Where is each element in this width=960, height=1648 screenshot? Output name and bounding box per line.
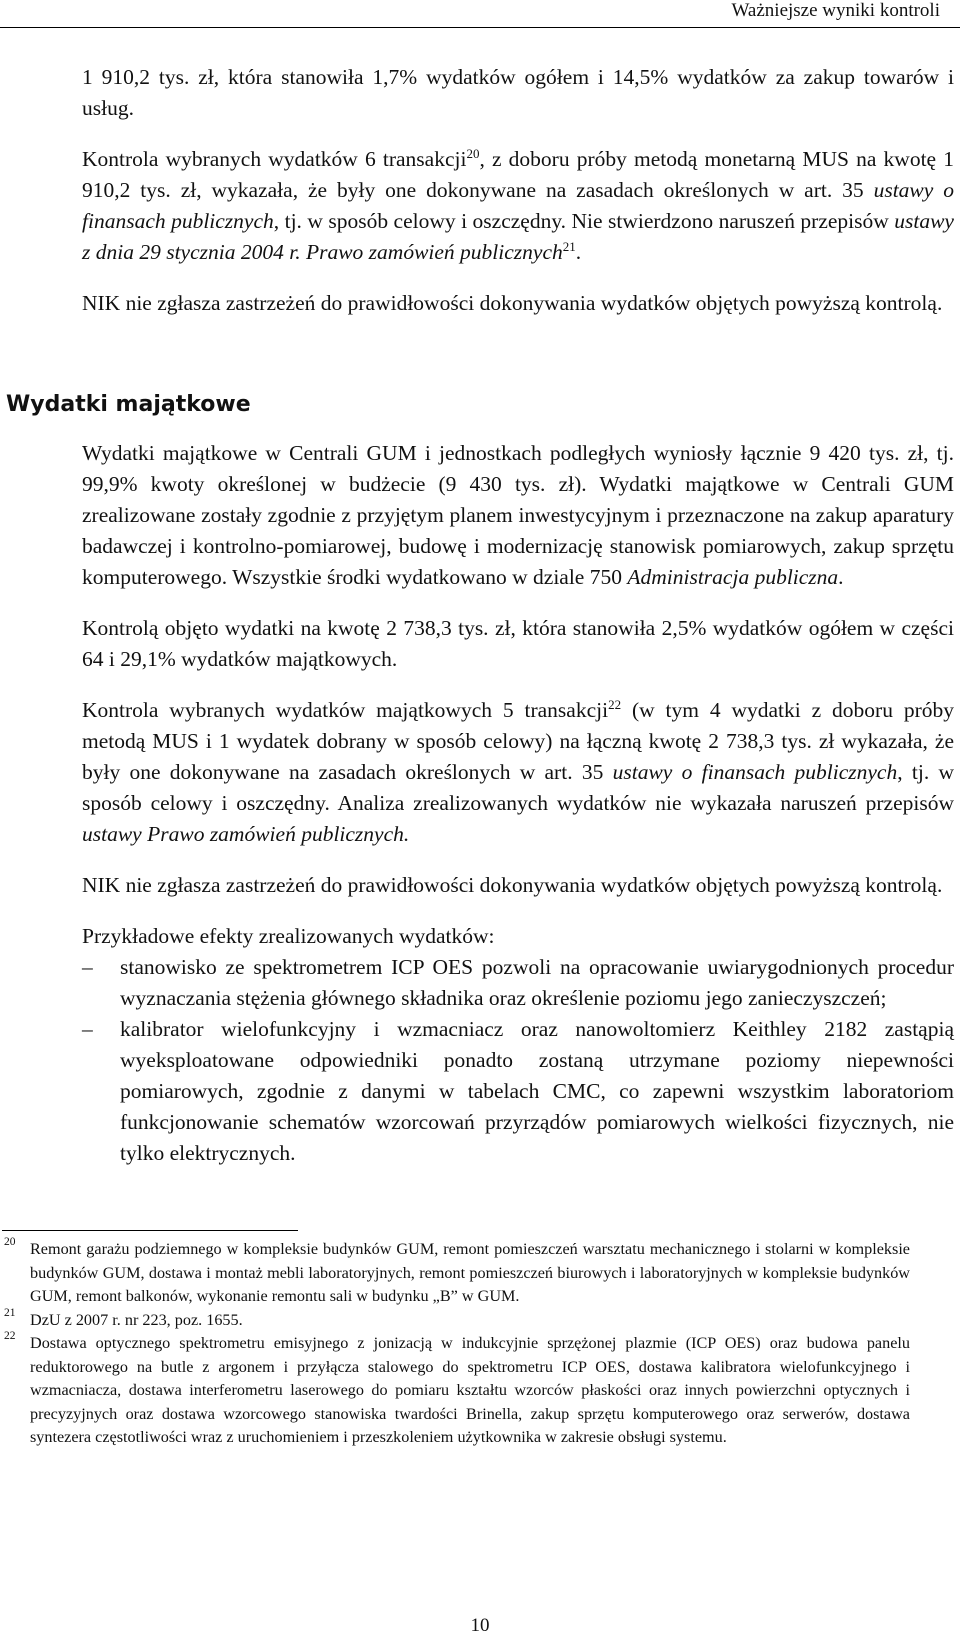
list-item: – kalibrator wielofunkcyjny i wzmacniacz oraz nanowoltomierz Keithley 2182 zastąpią wyeksploatowane odpowiedniki ponadto zostaną utrzymane poziomy niepewności pomiarowych, zgodnie z danymi w tabelach CMC, co zapewni wszystkim laboratoriom funkcjonowanie schematów wzorcowań przyrządów pomiarowych wielkości fizycznych, nie tylko elektrycznych. — [82, 1014, 954, 1169]
section-expenses-text — [82, 62, 954, 339]
act-title-public-finance: ustawy o finansach publicznych — [612, 760, 898, 784]
paragraph-effects-intro: Przykładowe efekty zrealizowanych wydatków: — [82, 924, 495, 948]
paragraph-control-results: Kontrola wybranych wydatków majątkowych 5 transakcji$^{22}$ (w tym 4 wydatki z doboru próby metodą MUS i 1 wydatek dobrany w sposób celowy) na łączną kwotę 2 738,3 tys. zł wykazała, że były one dokonywane na zasadach określonych w art. 35 ustawy o finansach publicznych, tj. w sposób celowy i oszczędny. Analiza zrealizowanych wydatków nie wykazała naruszeń przepisów ustawy Prawo zamówień publicznych. — [82, 696, 955, 846]
section-capital-expenditures-text — [82, 438, 954, 1169]
act-title-public-procurement: ustawy z dnia 29 stycznia 2004 r. Prawo zamówień publicznych — [82, 209, 954, 264]
effects-list — [82, 952, 954, 1169]
budget-division-name: Administracja publiczna — [627, 565, 839, 589]
page-number: 10 — [470, 1615, 490, 1636]
act-title-public-finance: ustawy o finansach publicznych — [82, 178, 954, 233]
list-item: – stanowisko ze spektrometrem ICP OES pozwoli na opracowanie uwiarygodnionych procedur wyznaczania stężenia głównego składnika oraz określenie poziomu jego zanieczyszczeń; — [82, 952, 954, 1014]
paragraph-control-transactions: Kontrola wybranych wydatków 6 transakcji$^{20}$, z doboru próby metodą monetarną MUS na kwotę 1 910,2 tys. zł, wykazała, że były one dokonywane na zasadach określonych w art. 35 ustawy o finansach publicznych, tj. w sposób celowy i oszczędny. Nie stwierdzono naruszeń przepisów ustawy z dnia 29 stycznia 2004 r. Prawo zamówień publicznych$^{21}$. — [82, 145, 954, 264]
footnote-number: 21 — [4, 1306, 16, 1319]
dash-bullet: – — [82, 1017, 93, 1041]
footnote-separator — [2, 1230, 298, 1231]
footnotes — [4, 1238, 910, 1450]
footnote-ref-21[interactable]: 21 — [562, 238, 576, 254]
paragraph-capital-summary: Wydatki majątkowe w Centrali GUM i jednostkach podległych wyniosły łącznie 9 420 tys. zł, tj. 99,9% kwoty określonej w budżecie (9 430 tys. zł). Wydatki majątkowe w Centrali GUM zrealizowane zostały zgodnie z przyjętym planem inwestycyjnym i przeznaczone na zakup aparatury badawczej i kontrolno-pomiarowej, budowę i modernizację stanowisk pomiarowych, zakup sprzętu komputerowego. Wszystkie środki wydatkowano w dziale 750 Administracja publiczna. — [82, 441, 954, 589]
footnote-number: 20 — [4, 1236, 16, 1248]
paragraph-nik-no-objections: NIK nie zgłasza zastrzeżeń do prawidłowości dokonywania wydatków objętych powyższą kontrolą. — [82, 291, 943, 315]
footnote-22: 22 Dostawa optycznego spektrometru emisyjnego z jonizacją w indukcyjnie sprzężonej plazmie (ICP OES) oraz budowa panelu reduktorowego na butle z argonem i przyłącza stalowego do spektrometru ICP OES, dostawa kalibratora wielofunkcyjnego i wzmacniacza, dostawa interferometru laserowego do pomiaru kształtu wzorców płaskości oraz innych powierzchni optycznych i precyzyjnych oraz dostawa wzorcowego stanowiska twardości Brinella, zakup sprzętu komputerowego oraz serwerów, dostawa syntezera częstotliwości wraz z uruchomieniem i przeszkoleniem użytkownika w zakresie obsługi systemu. — [4, 1330, 910, 1446]
footnote-21: 21 DzU z 2007 r. nr 223, poz. 1655. — [4, 1306, 243, 1329]
paragraph-nik-no-objections: NIK nie zgłasza zastrzeżeń do prawidłowości dokonywania wydatków objętych powyższą kontrolą. — [82, 873, 943, 897]
paragraph-control-scope: Kontrolą objęto wydatki na kwotę 2 738,3 tys. zł, która stanowiła 2,5% wydatków ogółem w części 64 i 29,1% wydatków majątkowych. — [82, 616, 954, 671]
section-heading-capital-expenditures: Wydatki majątkowe — [6, 392, 251, 417]
footnote-ref-20[interactable]: 20 — [466, 145, 480, 161]
running-header — [0, 0, 960, 28]
running-title: Ważniejsze wyniki kontroli — [731, 0, 940, 21]
footnote-number: 22 — [4, 1330, 16, 1342]
footnote-ref-22[interactable]: 22 — [608, 696, 622, 712]
paragraph-continued: 1 910,2 tys. zł, która stanowiła 1,7% wydatków ogółem i 14,5% wydatków za zakup towarów i usług. — [82, 65, 954, 120]
footnote-20: 20 Remont garażu podziemnego w kompleksie budynków GUM, remont pomieszczeń warsztatu mechanicznego i stolarni w kompleksie budynków GUM, dostawa i montaż mebli laboratoryjnych, remont pomieszczeń biurowych i laboratoryjnych w kompleksie budynków GUM, remont balkonów, wykonanie remontu sali w budynku „B” w GUM. — [4, 1236, 910, 1305]
act-title-public-procurement: ustawy Prawo zamówień publicznych. — [82, 822, 410, 846]
dash-bullet: – — [82, 955, 93, 979]
